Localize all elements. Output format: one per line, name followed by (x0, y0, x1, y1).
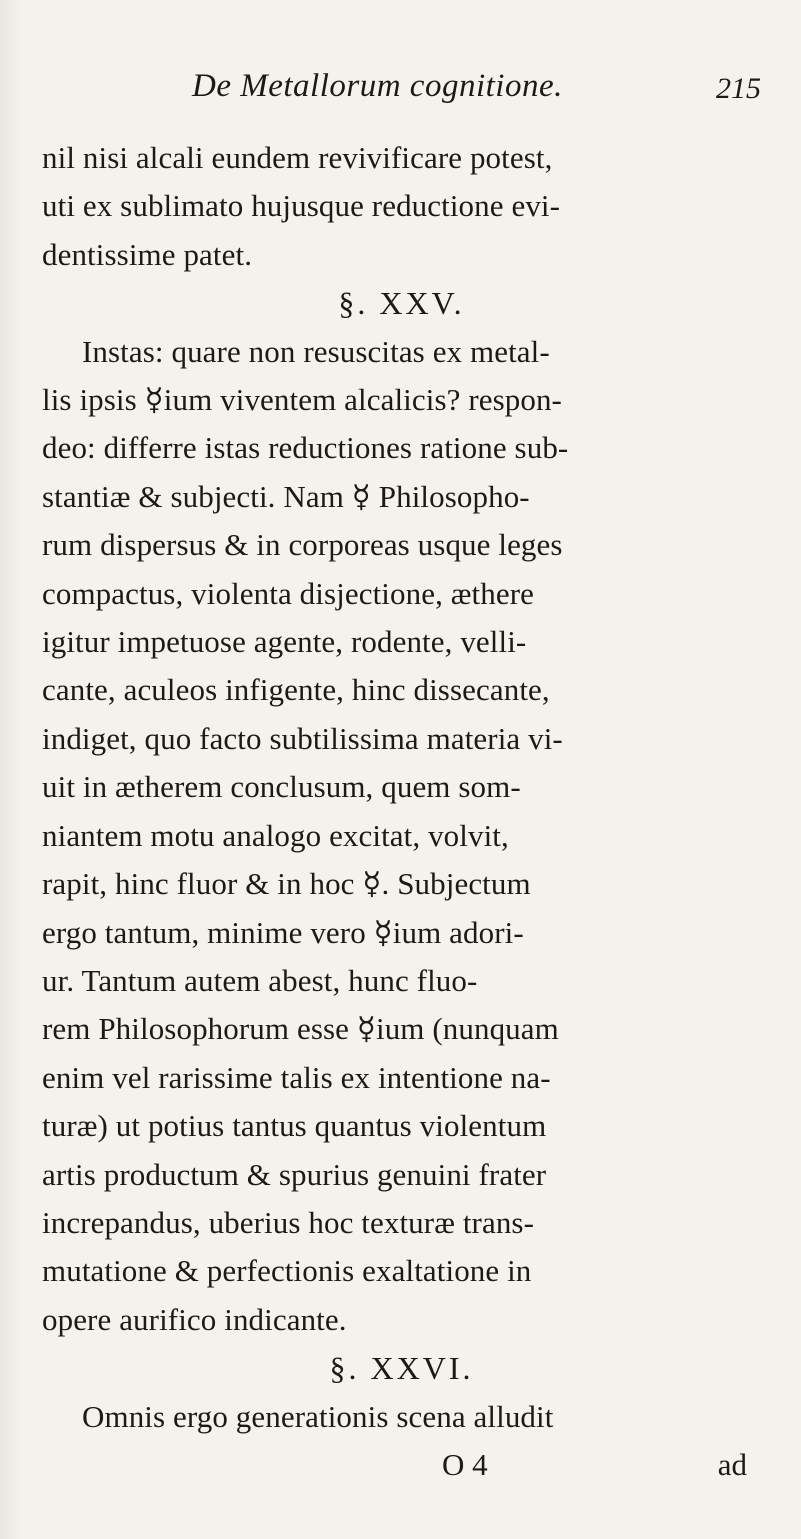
text-line: cante, aculeos infigente, hinc dissecante, (42, 672, 550, 708)
text-line: uit in ætherem conclusum, quem som- (42, 769, 521, 805)
text-line: increpandus, uberius hoc texturæ trans- (42, 1204, 535, 1240)
text-line: ur. Tantum autem abest, hunc fluo- (42, 962, 478, 998)
text-line: rapit, hinc fluor & in hoc ☿. Subjectum (42, 866, 531, 902)
running-title: De Metallorum cognitione. (192, 68, 563, 104)
text-line: compactus, violenta disjectione, æthere (42, 575, 534, 611)
text-line: turæ) ut potius tantus quantus violentum (42, 1108, 547, 1144)
text-line: niantem motu analogo excitat, volvit, (42, 817, 509, 853)
text-line: mutatione & perfectionis exaltatione in (42, 1253, 532, 1289)
text-line: stantiæ & subjecti. Nam ☿ Philosopho- (42, 478, 530, 514)
text-line: nil nisi alcali eundem revivificare potest, (42, 140, 553, 175)
section-heading: §. XXVI. (329, 1350, 474, 1387)
text-line: enim vel rarissime talis ex intentione na- (42, 1059, 551, 1095)
text-line: Omnis ergo generationis scena alludit (82, 1398, 554, 1434)
text-line: uti ex sublimato hujusque reductione evi- (42, 188, 561, 224)
signature-mark: O 4 (442, 1446, 488, 1482)
text-line: rum dispersus & in corporeas usque leges (42, 527, 563, 563)
body-text (42, 134, 761, 1441)
text-line: rem Philosophorum esse ☿ium (nunquam (42, 1011, 559, 1047)
text-line: indiget, quo facto subtilissima materia vi- (42, 720, 563, 756)
text-line: dentissime patet. (42, 236, 253, 272)
section-heading: §. XXV. (338, 285, 465, 322)
text-line: lis ipsis ☿ium viventem alcalicis? respon- (42, 382, 562, 418)
text-line: ergo tantum, minime vero ☿ium adori- (42, 914, 524, 950)
page-header (42, 60, 761, 122)
text-line: opere aurifico indicante. (42, 1301, 347, 1337)
page-footer (42, 1441, 761, 1489)
text-line: igitur impetuose agente, rodente, velli- (42, 624, 527, 660)
text-line: deo: differre istas reductiones ratione sub- (42, 430, 569, 466)
text-line: Instas: quare non resuscitas ex metal- (82, 333, 550, 369)
catchword: ad (717, 1446, 747, 1482)
text-line: artis productum & spurius genuini frater (42, 1156, 547, 1192)
page-number: 215 (716, 72, 761, 105)
